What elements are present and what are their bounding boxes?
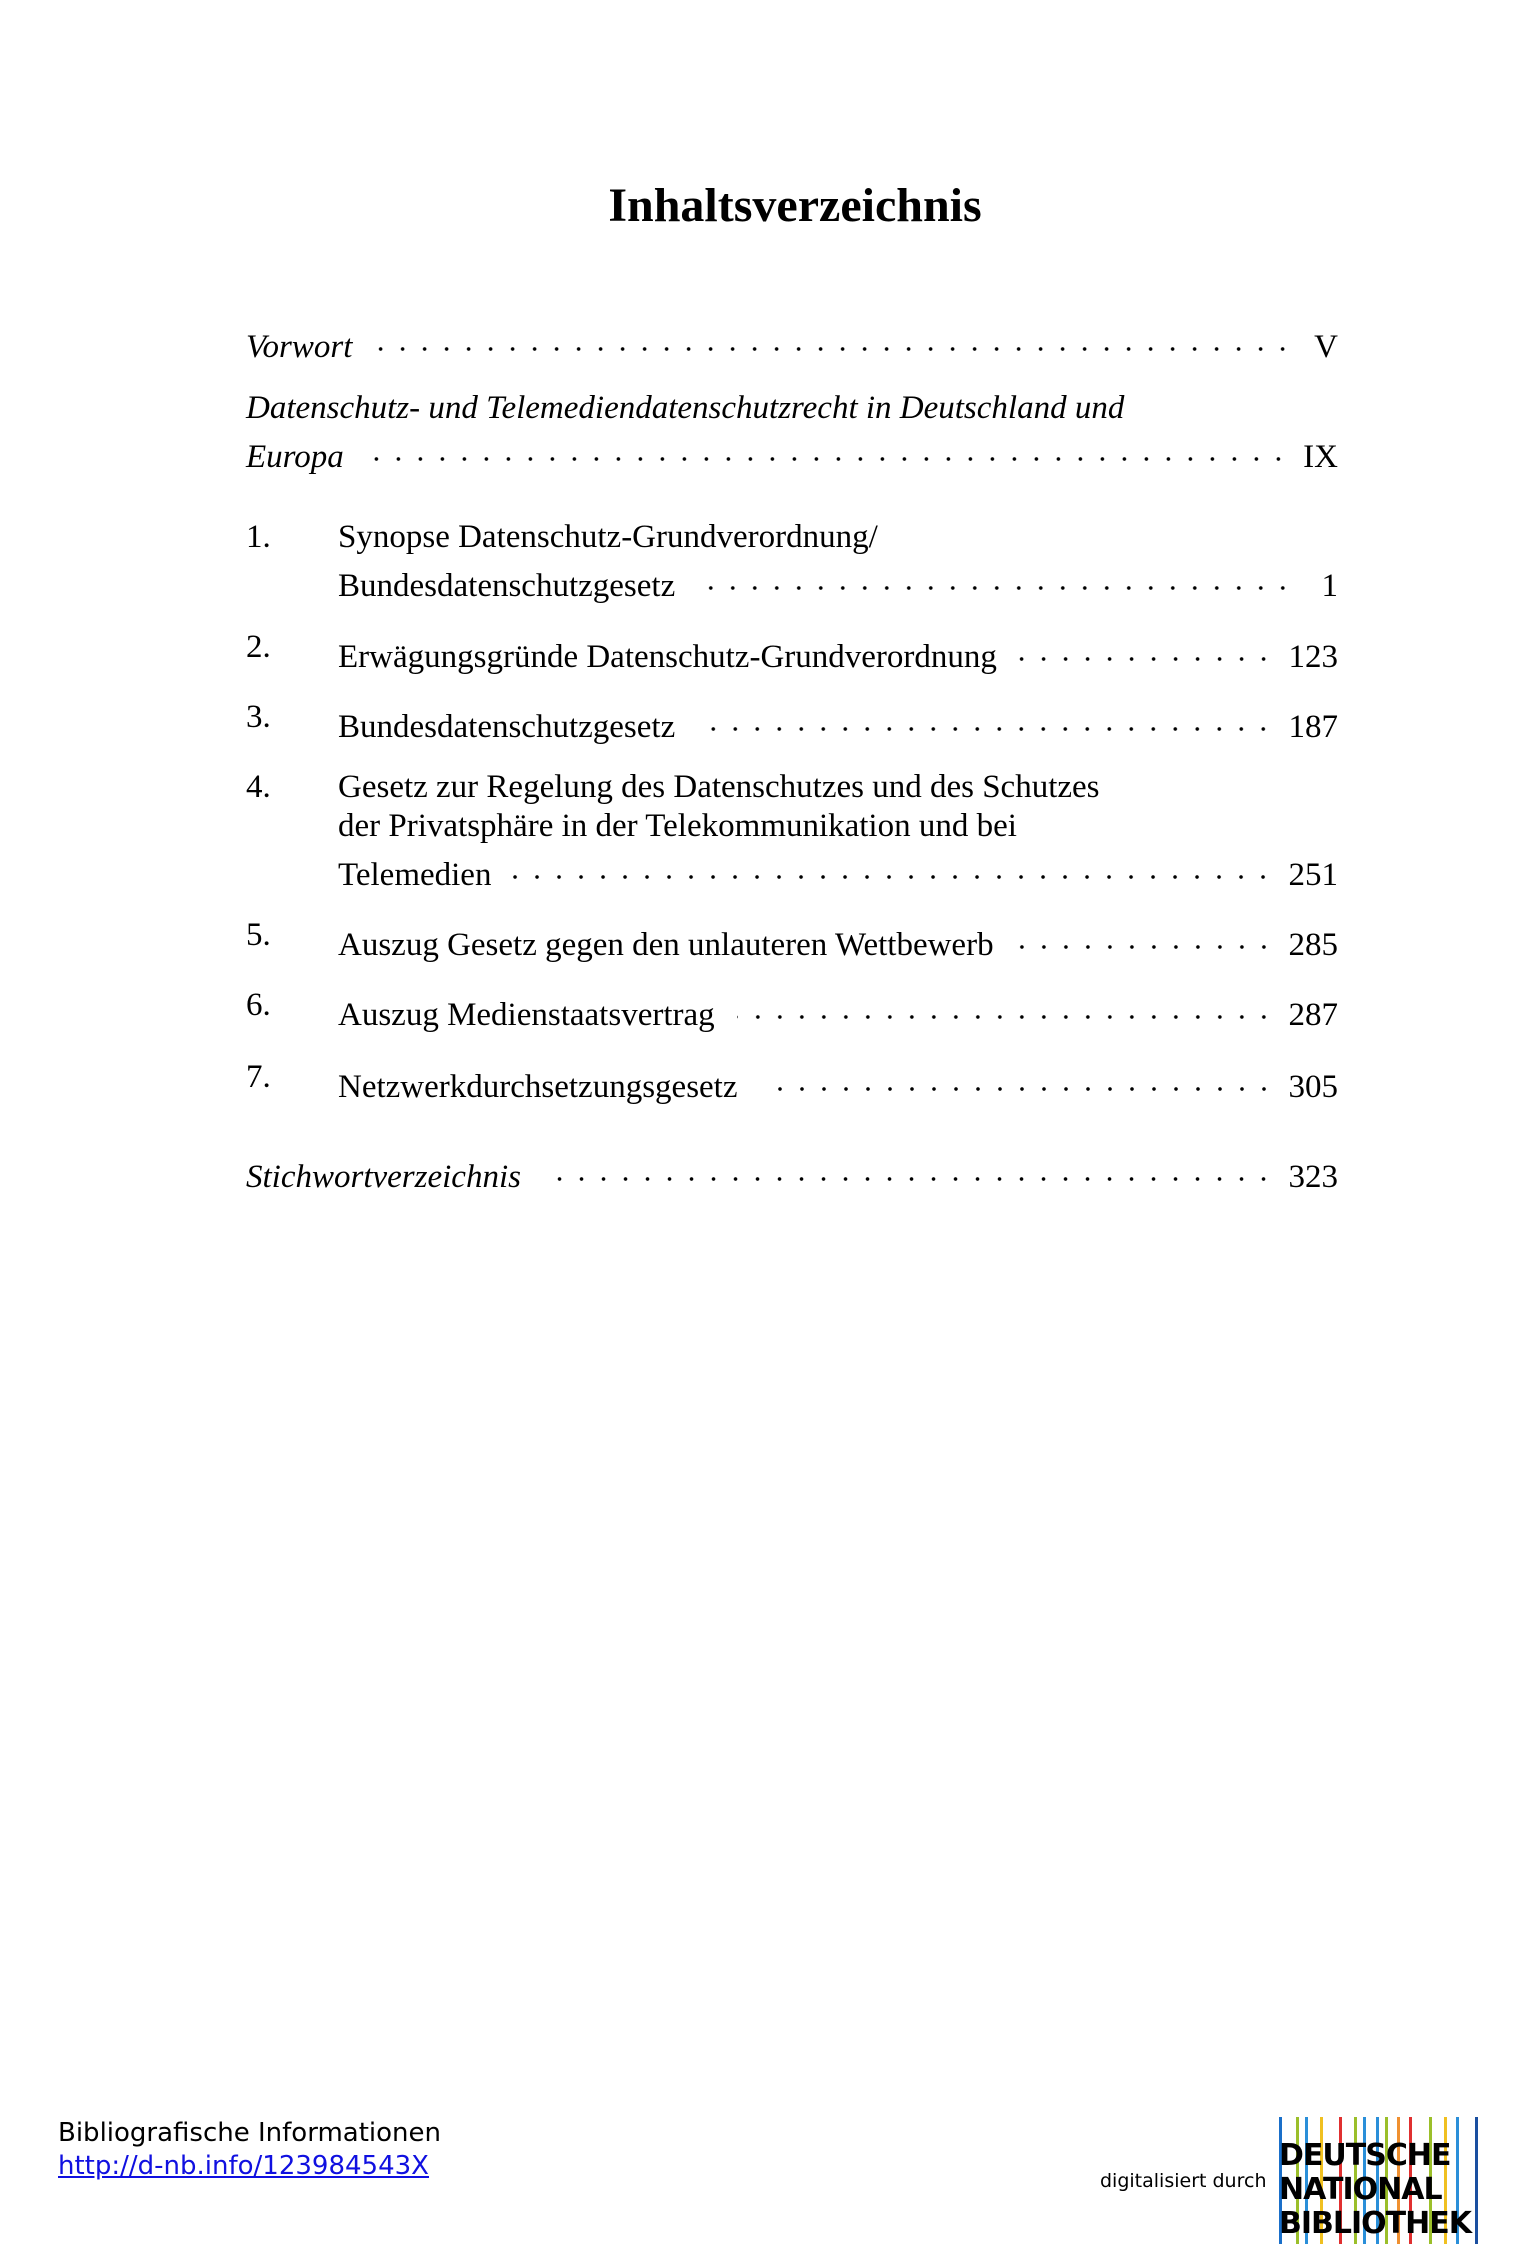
bibliographic-info-link[interactable]: http://d-nb.info/123984543X [58, 2151, 429, 2181]
toc-entry-page: V [1314, 329, 1338, 365]
toc-entry-number: 4. [246, 769, 271, 805]
toc-entry[interactable] [246, 389, 1338, 477]
dot-leader [366, 428, 1289, 467]
logo-stripe [1475, 2117, 1478, 2244]
dot-leader [697, 698, 1274, 737]
toc-entry-title: Vorwort [246, 329, 353, 365]
toc-entry-number: 5. [246, 917, 271, 953]
toc-entry-page: 323 [1288, 1159, 1338, 1195]
toc-entry-number: 6. [246, 987, 271, 1023]
toc-entry-title: Datenschutz- und Telemediendatenschutzrecht in Deutschland und [246, 390, 1125, 426]
toc-entry[interactable] [246, 986, 1338, 1035]
toc-entry[interactable] [246, 1058, 1338, 1107]
toc-entry-title: Netzwerkdurchsetzungsgesetz [338, 1069, 738, 1105]
toc-entry-title: Erwägungsgründe Datenschutz-Grundverordnung [338, 639, 997, 675]
dot-leader [697, 557, 1294, 596]
toc-entry-title: der Privatsphäre in der Telekommunikation und bei [338, 808, 1017, 844]
toc-entry-page: 1 [1321, 568, 1338, 604]
toc-entry[interactable] [246, 916, 1338, 965]
toc-entry-title: Auszug Medienstaatsvertrag [338, 997, 715, 1033]
toc-entry-page: IX [1303, 439, 1338, 475]
toc-entry[interactable] [246, 768, 1338, 895]
dnb-logo-text [1279, 2139, 1471, 2241]
toc-entry[interactable] [246, 1148, 1338, 1197]
toc-entry-number: 7. [246, 1059, 271, 1095]
dot-leader [1019, 628, 1275, 667]
dot-leader [374, 318, 1294, 357]
toc-entry-page: 251 [1288, 857, 1338, 893]
toc-entry-title: Synopse Datenschutz-Grundverordnung/ [338, 519, 878, 555]
toc-entry-page: 287 [1288, 997, 1338, 1033]
toc-entry-page: 305 [1288, 1069, 1338, 1105]
toc-entry[interactable] [246, 698, 1338, 747]
logo-text-line: BIBLIOTHEK [1279, 2206, 1471, 2241]
dot-leader [513, 846, 1274, 885]
toc-entry-title: Bundesdatenschutzgesetz [338, 709, 676, 745]
toc-entry[interactable] [246, 318, 1338, 367]
dot-leader [760, 1058, 1275, 1097]
toc-entry-number: 3. [246, 699, 271, 735]
toc-entry-title: Telemedien [338, 857, 492, 893]
bibliographic-info-label: Bibliografische Informationen [58, 2118, 441, 2148]
toc-entry-page: 123 [1288, 639, 1338, 675]
toc-entry-title: Europa [246, 439, 344, 475]
toc-entry-page: 187 [1288, 709, 1338, 745]
digitized-by-label: digitalisiert durch [1100, 2170, 1267, 2192]
logo-text-line: DEUTSCHE [1279, 2138, 1451, 2173]
toc-entry-title: Bundesdatenschutzgesetz [338, 568, 676, 604]
toc-entry-page: 285 [1288, 927, 1338, 963]
toc-entry[interactable] [246, 518, 1338, 606]
toc-entry-title: Stichwortverzeichnis [246, 1159, 521, 1195]
toc-entry-title: Auszug Gesetz gegen den unlauteren Wettbewerb [338, 927, 994, 963]
page-title: Inhaltsverzeichnis [608, 179, 982, 232]
toc-entry-title: Gesetz zur Regelung des Datenschutzes und des Schutzes [338, 769, 1100, 805]
dot-leader [543, 1148, 1275, 1187]
toc-entry[interactable] [246, 628, 1338, 677]
dnb-logo [1279, 2117, 1479, 2244]
dot-leader [1016, 916, 1275, 955]
dot-leader [737, 986, 1275, 1025]
toc-entry-number: 2. [246, 629, 271, 665]
logo-text-line: NATIONAL [1279, 2172, 1442, 2207]
toc-entry-number: 1. [246, 519, 271, 555]
